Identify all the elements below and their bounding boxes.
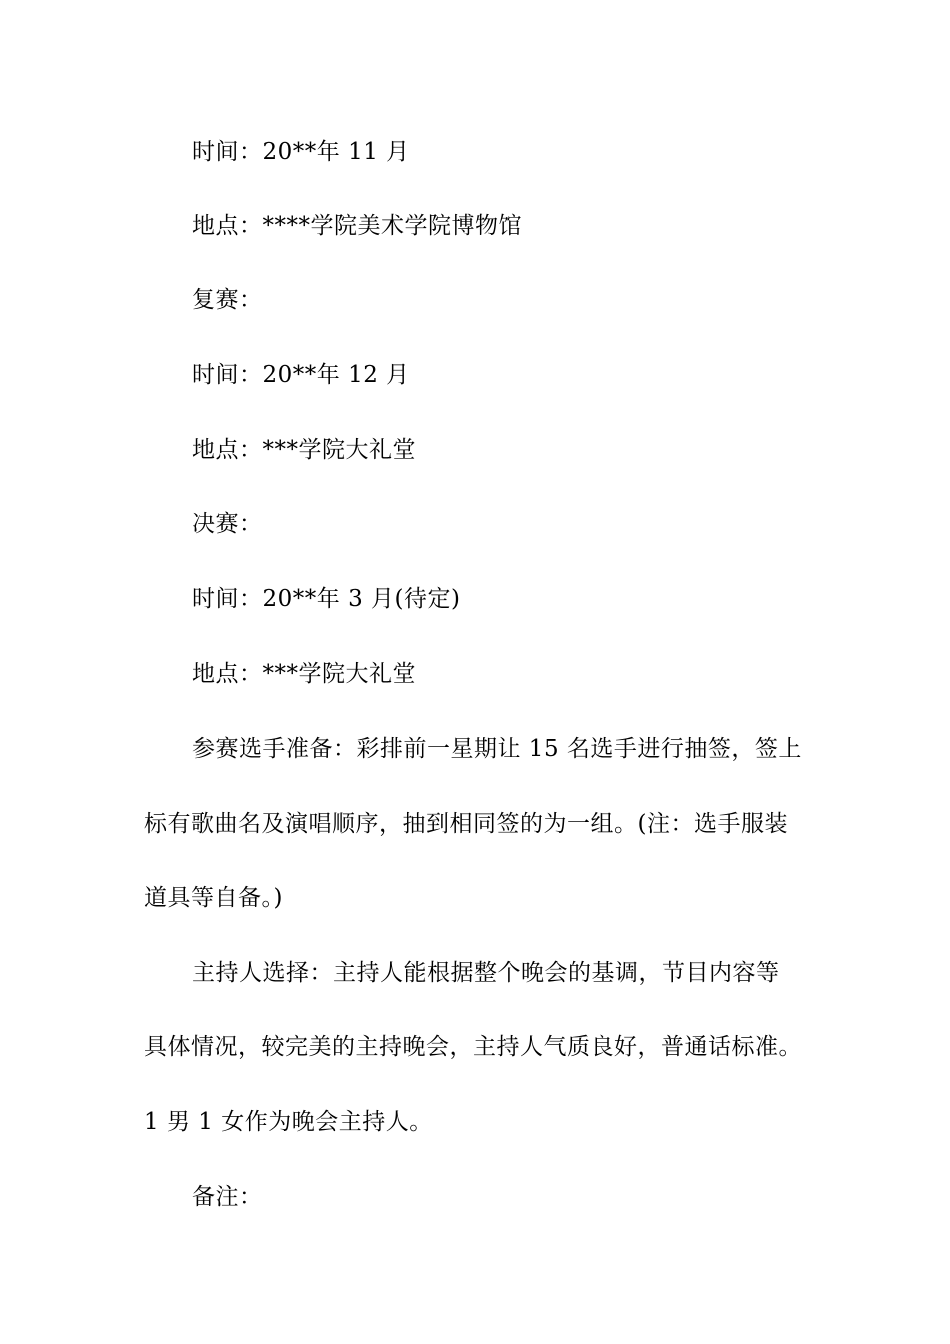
host-selection-paragraph-line-3: 1 男 1 女作为晚会主持人。 bbox=[144, 1109, 433, 1135]
venue-prelim-line: 地点：****学院美术学院博物馆 bbox=[192, 213, 522, 239]
time-semifinal-line: 时间：20**年 12 月 bbox=[192, 362, 410, 388]
semifinal-heading: 复赛： bbox=[192, 287, 263, 313]
final-heading: 决赛： bbox=[192, 511, 263, 537]
host-selection-paragraph-line-1: 主持人选择：主持人能根据整个晚会的基调，节目内容等 bbox=[192, 960, 780, 986]
host-selection-paragraph-line-2: 具体情况，较完美的主持晚会，主持人气质良好，普通话标准。 bbox=[144, 1034, 802, 1060]
time-prelim-line: 时间：20**年 11 月 bbox=[192, 139, 410, 165]
contestant-prep-paragraph-line-1: 参赛选手准备：彩排前一星期让 15 名选手进行抽签，签上 bbox=[192, 736, 802, 762]
remarks-heading: 备注： bbox=[192, 1184, 263, 1210]
time-final-line: 时间：20**年 3 月(待定) bbox=[192, 586, 461, 612]
contestant-prep-paragraph-line-3: 道具等自备。) bbox=[144, 885, 283, 911]
contestant-prep-paragraph-line-2: 标有歌曲名及演唱顺序，抽到相同签的为一组。(注：选手服装 bbox=[144, 811, 788, 837]
venue-semifinal-line: 地点：***学院大礼堂 bbox=[192, 437, 416, 463]
venue-final-line: 地点：***学院大礼堂 bbox=[192, 661, 416, 687]
